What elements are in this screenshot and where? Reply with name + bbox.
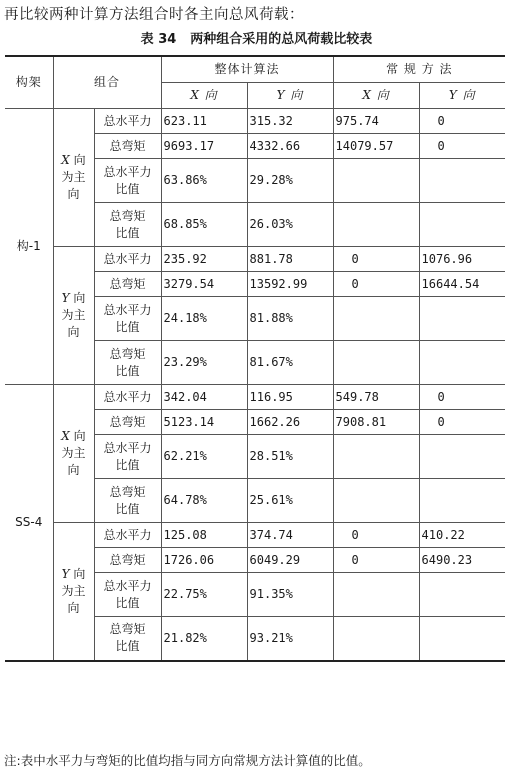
table-title: 两种组合采用的总风荷载比较表: [190, 32, 373, 47]
item-cell: [94, 523, 161, 548]
item-label: 总水平力: [103, 578, 152, 593]
value-cell: 0: [333, 523, 419, 548]
value-cell: [419, 341, 505, 385]
item-label: 比值: [115, 225, 140, 240]
value-cell: 21.82%: [161, 617, 247, 661]
intro-text: 再比较两种计算方法组合时各主向总风荷载：: [4, 7, 304, 23]
value-cell: 6049.29: [247, 548, 333, 573]
value-cell: 235.92: [161, 247, 247, 272]
item-label: 比值: [115, 595, 140, 610]
value-cell: 374.74: [247, 523, 333, 548]
header-integral-x: X 向: [161, 83, 247, 109]
value-cell: [419, 573, 505, 617]
value-cell: 9693.17: [161, 134, 247, 159]
value-cell: 81.88%: [247, 297, 333, 341]
value-cell: 116.95: [247, 385, 333, 410]
value-cell: [333, 159, 419, 203]
value-cell: 0: [419, 410, 505, 435]
frame-name-cell: SS-4: [5, 385, 53, 661]
item-cell: [94, 617, 161, 661]
value-cell: 91.35%: [247, 573, 333, 617]
item-label: 比值: [115, 181, 140, 196]
direction-label: 向: [73, 153, 86, 167]
item-cell: [94, 203, 161, 247]
item-cell: [94, 159, 161, 203]
table-row: [5, 109, 505, 134]
table-row: [5, 385, 505, 410]
value-cell: 62.21%: [161, 435, 247, 479]
item-label: 总弯矩: [109, 346, 146, 361]
header-integral-y: Y 向: [247, 83, 333, 109]
header-conventional-x: X 向: [333, 83, 419, 109]
direction-label: 向: [67, 463, 80, 477]
item-label: 总水平力: [103, 527, 152, 542]
item-label: 总水平力: [103, 251, 152, 266]
item-cell: [94, 385, 161, 410]
value-cell: [419, 159, 505, 203]
value-cell: 25.61%: [247, 479, 333, 523]
item-cell: [94, 479, 161, 523]
direction-axis: X: [61, 153, 70, 167]
value-cell: [419, 297, 505, 341]
value-cell: 64.78%: [161, 479, 247, 523]
direction-label: 为主: [61, 583, 86, 598]
header-conventional-method: 常 规 方 法: [333, 56, 505, 83]
direction-axis: X: [61, 429, 70, 443]
value-cell: 0: [333, 272, 419, 297]
item-label: 总弯矩: [109, 552, 146, 567]
value-cell: 26.03%: [247, 203, 333, 247]
value-cell: 1662.26: [247, 410, 333, 435]
value-cell: 7908.81: [333, 410, 419, 435]
value-cell: [333, 341, 419, 385]
direction-cell: [53, 247, 94, 385]
item-label: 总水平力: [103, 302, 152, 317]
direction-label: 为主: [61, 170, 86, 184]
item-label: 比值: [115, 319, 140, 334]
item-label: 总弯矩: [109, 208, 146, 223]
table-row: [5, 247, 505, 272]
direction-label: 为主: [61, 446, 86, 460]
direction-label: 向: [67, 325, 80, 339]
direction-cell: [53, 385, 94, 523]
item-cell: [94, 297, 161, 341]
table-caption: [0, 28, 513, 47]
item-label: 比值: [115, 363, 140, 378]
item-cell: [94, 435, 161, 479]
value-cell: 93.21%: [247, 617, 333, 661]
value-cell: [419, 479, 505, 523]
header-integral-method: 整体计算法: [161, 56, 333, 83]
direction-cell: [53, 523, 94, 661]
value-cell: 410.22: [419, 523, 505, 548]
value-cell: 0: [333, 247, 419, 272]
header-conventional-y: Y 向: [419, 83, 505, 109]
direction-label: 向: [67, 600, 80, 615]
value-cell: [419, 435, 505, 479]
value-cell: 881.78: [247, 247, 333, 272]
direction-cell: [53, 109, 94, 247]
wind-load-comparison-table: [5, 55, 505, 662]
item-label: 比值: [115, 639, 140, 654]
item-label: 总水平力: [103, 440, 152, 455]
direction-axis: Y: [61, 291, 70, 305]
value-cell: 4332.66: [247, 134, 333, 159]
value-cell: 81.67%: [247, 341, 333, 385]
value-cell: 549.78: [333, 385, 419, 410]
value-cell: 623.11: [161, 109, 247, 134]
value-cell: [333, 479, 419, 523]
table-number: 表 34: [140, 32, 177, 47]
item-label: 总弯矩: [109, 622, 146, 637]
table-body: [5, 109, 505, 661]
value-cell: 1076.96: [419, 247, 505, 272]
direction-label: 向: [67, 187, 80, 201]
item-cell: [94, 341, 161, 385]
value-cell: 24.18%: [161, 297, 247, 341]
value-cell: 63.86%: [161, 159, 247, 203]
value-cell: 0: [419, 134, 505, 159]
value-cell: 68.85%: [161, 203, 247, 247]
item-label: 总水平力: [103, 113, 152, 128]
value-cell: 14079.57: [333, 134, 419, 159]
table-row: [5, 523, 505, 548]
frame-name-cell: 构-1: [5, 109, 53, 385]
item-label: 总弯矩: [109, 414, 146, 429]
item-cell: [94, 247, 161, 272]
value-cell: 1726.06: [161, 548, 247, 573]
value-cell: 28.51%: [247, 435, 333, 479]
direction-label: 向: [73, 429, 86, 443]
value-cell: 0: [419, 109, 505, 134]
item-cell: [94, 410, 161, 435]
value-cell: 975.74: [333, 109, 419, 134]
value-cell: 5123.14: [161, 410, 247, 435]
item-label: 总水平力: [103, 164, 152, 179]
value-cell: 125.08: [161, 523, 247, 548]
item-cell: [94, 109, 161, 134]
direction-label: 向: [73, 291, 86, 305]
value-cell: 3279.54: [161, 272, 247, 297]
item-cell: [94, 548, 161, 573]
item-label: 比值: [115, 501, 140, 516]
item-cell: [94, 573, 161, 617]
value-cell: [333, 297, 419, 341]
item-label: 总弯矩: [109, 484, 146, 499]
item-cell: [94, 134, 161, 159]
value-cell: 6490.23: [419, 548, 505, 573]
value-cell: [333, 617, 419, 661]
item-label: 比值: [115, 457, 140, 472]
value-cell: [419, 203, 505, 247]
item-label: 总水平力: [103, 389, 152, 404]
item-label: 总弯矩: [109, 138, 146, 153]
value-cell: 0: [333, 548, 419, 573]
value-cell: 29.28%: [247, 159, 333, 203]
value-cell: 0: [419, 385, 505, 410]
value-cell: 23.29%: [161, 341, 247, 385]
value-cell: 315.32: [247, 109, 333, 134]
header-frame: 构架: [5, 56, 53, 109]
value-cell: [333, 203, 419, 247]
value-cell: 13592.99: [247, 272, 333, 297]
direction-label: 为主: [61, 308, 86, 322]
value-cell: [419, 617, 505, 661]
item-cell: [94, 272, 161, 297]
item-label: 总弯矩: [109, 276, 146, 291]
value-cell: 16644.54: [419, 272, 505, 297]
value-cell: [333, 573, 419, 617]
direction-label: 向: [73, 566, 86, 581]
header-combination: 组合: [53, 56, 161, 109]
table-footnote: 注:表中水平力与弯矩的比值均指与同方向常规方法计算值的比值。: [4, 753, 371, 768]
value-cell: 342.04: [161, 385, 247, 410]
direction-axis: Y: [61, 566, 70, 581]
value-cell: [333, 435, 419, 479]
value-cell: 22.75%: [161, 573, 247, 617]
